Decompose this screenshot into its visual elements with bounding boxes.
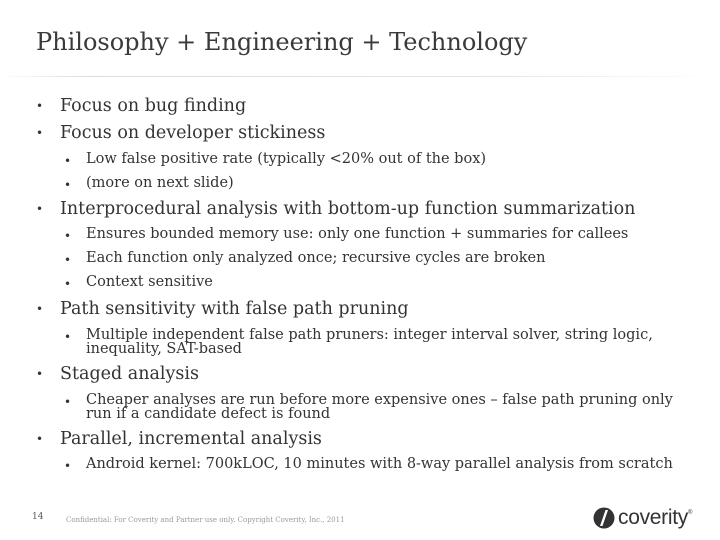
bullet-icon: •	[36, 367, 44, 381]
logo-text: coverity	[618, 506, 688, 529]
bullet-text	[86, 393, 673, 421]
bullet-icon: •	[36, 126, 44, 140]
bullet-text: Each function only analyzed once; recursive cycles are broken	[86, 250, 546, 266]
bullet-text-line: run if a candidate defect is found	[86, 406, 331, 422]
bullet-text	[86, 328, 653, 356]
bullet-icon: •	[64, 459, 72, 473]
bullet-text: Android kernel: 700kLOC, 10 minutes with 8-way parallel analysis from scratch	[86, 456, 673, 472]
slide-title: Philosophy + Engineering + Technology	[36, 28, 528, 56]
bullet-icon: •	[64, 253, 72, 267]
confidential-notice: Confidential: For Coverity and Partner use only. Copyright Coverity, Inc., 2011	[66, 516, 345, 524]
bullet-text: Low false positive rate (typically <20% out of the box)	[86, 151, 487, 167]
bullet-text-line: inequality, SAT-based	[86, 341, 242, 357]
bullet-icon: •	[64, 277, 72, 291]
bullet-icon: •	[36, 99, 44, 113]
title-divider	[0, 76, 720, 77]
coverity-logo	[593, 504, 692, 532]
bullet-icon: •	[64, 395, 72, 409]
page-number: 14	[32, 512, 44, 522]
bullet-text: Parallel, incremental analysis	[60, 429, 322, 449]
bullet-icon: •	[36, 302, 44, 316]
bullet-icon: •	[64, 229, 72, 243]
bullet-text: Context sensitive	[86, 274, 213, 290]
bullet-text: Interprocedural analysis with bottom-up function summarization	[60, 199, 636, 219]
bullet-text: Focus on bug finding	[60, 96, 247, 116]
bullet-text: Staged analysis	[60, 364, 199, 384]
bullet-icon: •	[64, 154, 72, 168]
bullet-text-line: Multiple independent false path pruners: integer interval solver, string logic,	[86, 327, 653, 343]
bullet-icon: •	[36, 432, 44, 446]
bullet-text: Ensures bounded memory use: only one function + summaries for callees	[86, 226, 629, 242]
trademark-mark: ®	[687, 510, 693, 516]
bullet-icon: •	[64, 178, 72, 192]
bullet-text: Path sensitivity with false path pruning	[60, 299, 409, 319]
bullet-text-line: Cheaper analyses are run before more expensive ones – false path pruning only	[86, 392, 673, 408]
bullet-icon: •	[36, 202, 44, 216]
bullet-text: (more on next slide)	[86, 175, 234, 191]
coverity-logo-icon	[593, 507, 615, 529]
bullet-icon: •	[64, 330, 72, 344]
bullet-text: Focus on developer stickiness	[60, 123, 326, 143]
